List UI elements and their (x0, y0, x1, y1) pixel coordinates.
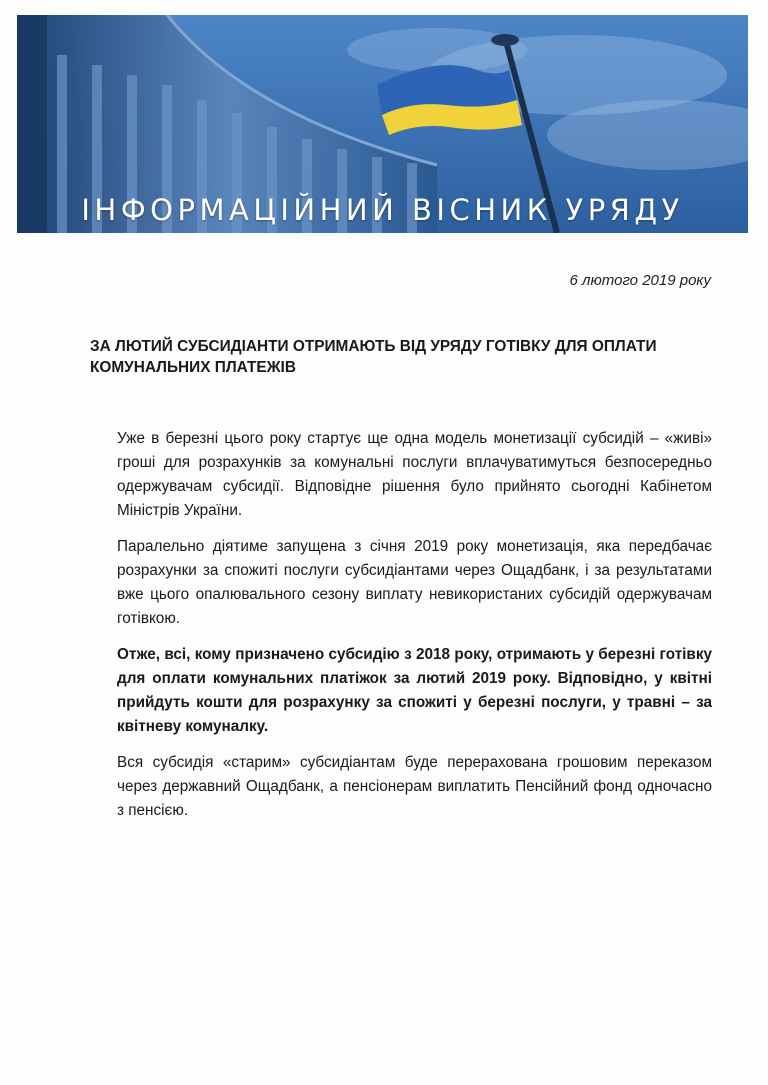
paragraph-4: Вся субсидія «старим» субсидіантам буде перерахована грошовим переказом через державний Ощадбанк, а пенсіонерам виплатить Пенсійний фонд одночасно з пенсією. (117, 754, 712, 819)
banner-title: ІНФОРМАЦІЙНИЙ ВІСНИК УРЯДУ (81, 193, 684, 227)
header-banner (17, 15, 748, 233)
paragraph-2: Паралельно діятиме запущена з січня 2019 року монетизація, яка передбачає розрахунки за спожиті послуги субсидіантами через Ощадбанк, і за результатами вже цього опалювального сезону виплату невикористаних субсидій одержувачам готівкою. (117, 538, 712, 627)
paragraph-1: Уже в березні цього року стартує ще одна модель монетизації субсидій – «живі» гроші для розрахунків за комунальні послуги вплачуватимуться безпосередньо одержувачам субсидії. Відповідне рішення було прийнято сьогодні Кабінетом Міністрів України. (117, 430, 712, 519)
document-date: 6 лютого 2019 року (569, 272, 711, 289)
document-body (117, 427, 712, 835)
document-headline: ЗА ЛЮТИЙ СУБСИДІАНТИ ОТРИМАЮТЬ ВІД УРЯДУ ГОТІВКУ ДЛЯ ОПЛАТИ КОМУНАЛЬНИХ ПЛАТЕЖІВ (90, 338, 657, 376)
paragraph-3-bold: Отже, всі, кому призначено субсидію з 2018 року, отримають у березні готівку для оплати комунальних платіжок за лютий 2019 року. Відповідно, у квітні прийдуть кошти для розрахунку за спожиті у березні послуги, у травні – за квітневу комуналку. (117, 646, 712, 735)
